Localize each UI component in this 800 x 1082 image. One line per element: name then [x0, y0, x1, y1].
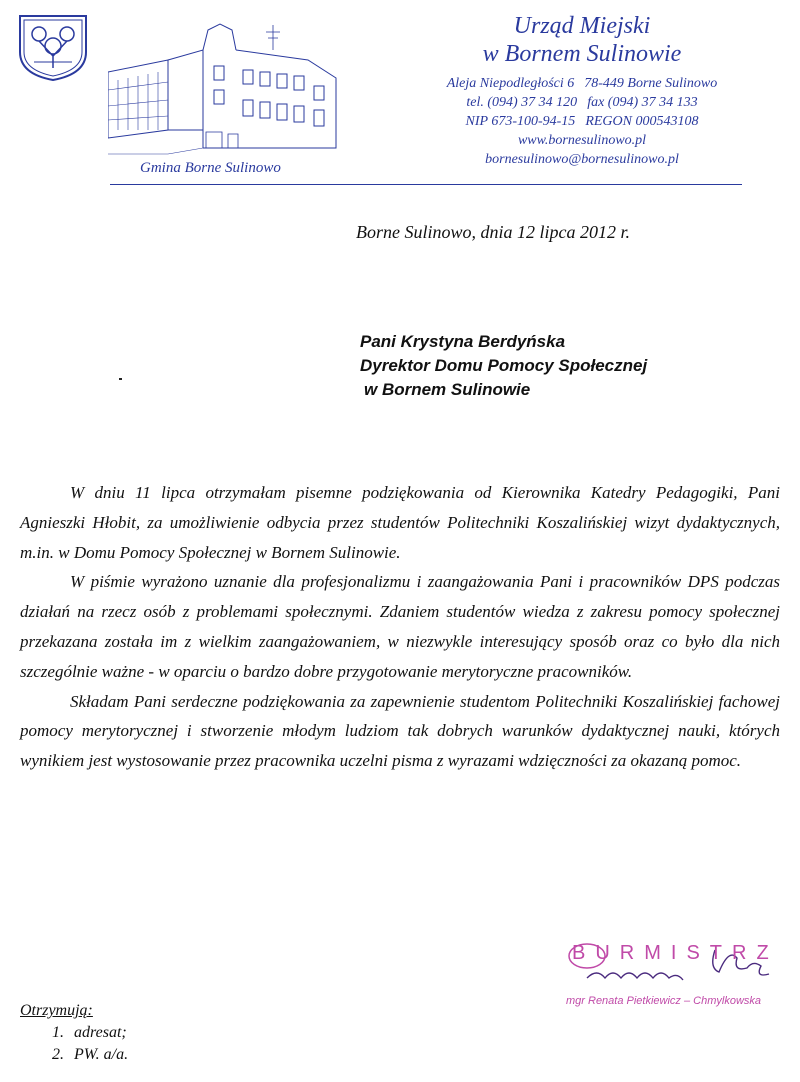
distribution-item-text: adresat; — [74, 1024, 127, 1041]
phone-fax-line — [392, 93, 772, 112]
nip-regon-line — [392, 112, 772, 131]
distribution-item-text: PW. a/a. — [74, 1046, 129, 1063]
distribution-item-number: 1. — [52, 1024, 64, 1041]
distribution-item — [20, 1022, 128, 1044]
paragraph-3: Składam Pani serdeczne podziękowania za zapewnienie studentom Politechniki Koszalińskiej fachowej pomocy merytorycznej i stworzenie młodym ludziom tak dobrych warunków dydaktycznej nauki, których wynikiem jest wystosowanie przez pracownika uczelni pisma z wyrazami wdzięczności za okazaną pomoc. — [20, 691, 780, 771]
office-letterhead — [392, 12, 772, 169]
recipient-name: Pani Krystyna Berdyńska — [360, 332, 566, 351]
recipient-block — [360, 330, 647, 402]
regon-number: REGON 000543108 — [585, 114, 699, 129]
office-title-line-2: w Bornem Sulinowie — [482, 41, 682, 67]
paragraph-1: W dniu 11 lipca otrzymałam pisemne podziękowania od Kierownika Katedry Pedagogiki, Pani Agnieszki Hłobit, za umożliwienie odbycia przez studentów Politechniki Koszalińskiej wizyt dydaktycznych, m.in. w Domu Pomocy Społecznej w Bornem Sulinowie. — [20, 483, 780, 562]
town-hall-illustration — [108, 20, 338, 160]
gmina-caption: Gmina Borne Sulinowo — [140, 160, 281, 176]
letterhead-divider — [110, 184, 742, 185]
recipient-location: w Bornem Sulinowie — [364, 380, 531, 399]
nip-number: NIP 673-100-94-15 — [465, 114, 576, 129]
paragraph-2: W piśmie wyrażono uznanie dla profesjonalizmu i zaangażowania Pani i pracowników DPS podczas działań na rzecz osób z problemami społecznymi. Zdaniem studentów wiedza z zakresu pomocy społecznej przekazana została im z wielkim zaangażowaniem, w niezwykle interesujący sposób oraz co było dla nich szczególnie ważne - w oparciu o bardzo dobre przygotowanie merytoryczne pracowników. — [20, 572, 780, 681]
distribution-list — [20, 1000, 128, 1066]
scan-speck — [119, 378, 122, 380]
coat-of-arms-logo — [14, 12, 92, 82]
distribution-item — [20, 1044, 128, 1066]
address-line — [392, 74, 772, 93]
phone-number: tel. (094) 37 34 120 — [466, 95, 578, 110]
stamp-title: BURMISTRZ — [572, 942, 779, 964]
date-line: Borne Sulinowo, dnia 12 lipca 2012 r. — [356, 222, 630, 242]
distribution-heading: Otrzymują: — [20, 1002, 93, 1019]
office-title-line-1: Urząd Miejski — [513, 13, 651, 39]
signatory-name: mgr Renata Pietkiewicz – Chmylkowska — [566, 995, 762, 1007]
email: bornesulinowo@bornesulinowo.pl — [485, 152, 679, 167]
fax-number: fax (094) 37 34 133 — [587, 95, 698, 110]
address-city: 78-449 Borne Sulinowo — [584, 76, 718, 91]
recipient-position: Dyrektor Domu Pomocy Społecznej — [360, 356, 648, 375]
distribution-item-number: 2. — [52, 1046, 64, 1063]
address-street: Aleja Niepodległości 6 — [446, 76, 575, 91]
letter-body — [20, 478, 780, 776]
website: www.bornesulinowo.pl — [517, 133, 647, 148]
